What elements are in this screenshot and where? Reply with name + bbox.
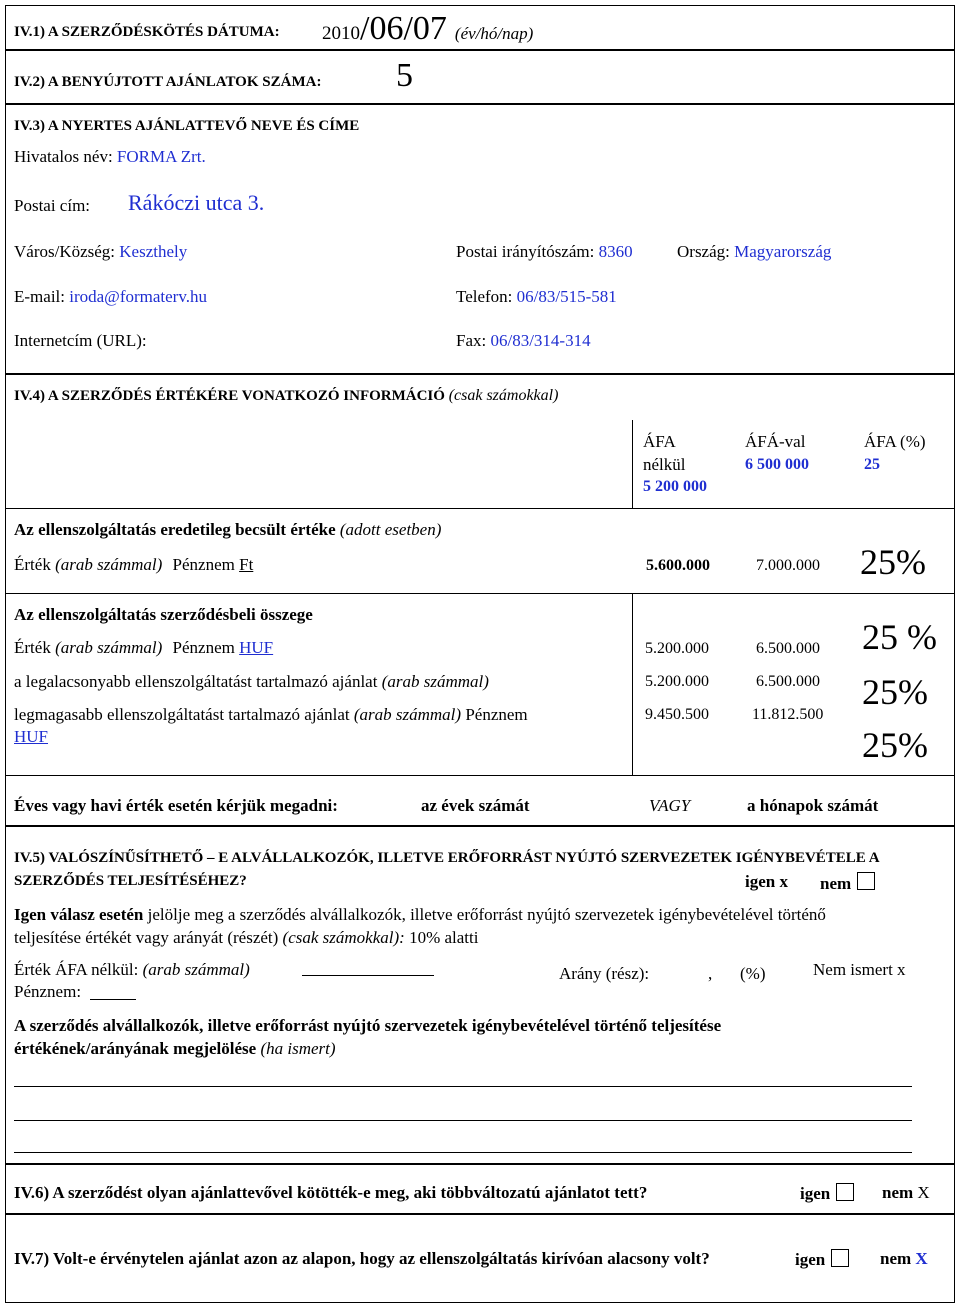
period-months: a hónapok számát [747,796,879,815]
contract-vat-incl: 6.500.000 [756,640,820,657]
low-price-yes: igen [795,1250,826,1269]
phone-value: 06/83/515-581 [516,287,617,306]
phone-row [456,287,617,307]
variant-offer-yes-row [800,1183,854,1204]
estimated-vat-pct: 25% [860,542,926,582]
period-years: az évek számát [421,796,530,815]
col-vat-incl-value: 6 500 000 [745,456,809,473]
subcontractor-p2-line1: A szerződés alvállalkozók, illetve erőforrást nyújtó szervezetek igénybevételével történő teljesítése [14,1016,722,1035]
country-row [677,242,831,262]
contract-currency-label: Pénznem [172,638,235,657]
fax-row [456,331,591,351]
contract-currency-value: HUF [239,638,274,657]
subcontractor-p1-rest: jelölje meg a szerződés alvállalkozók, illetve erőforrást nyújtó szervezetek igénybevételével történő [147,905,826,924]
estimated-currency-label: Pénznem [172,555,235,574]
subcontractor-no-row [820,872,875,894]
estimated-arab-note: (arab számmal) [55,555,163,574]
estimated-note: (adott esetben) [339,520,442,539]
subcontractor-title-a: IV.5) VALÓSZÍNŰSÍTHETŐ – E ALVÁLLALKOZÓK, ILLETVE ERŐFORRÁST NYÚJTÓ SZERVEZETEK IGÉNYBEVÉTELE A [14,850,880,866]
low-price-no: nem [880,1249,912,1268]
official-name-value: FORMA Zrt. [116,147,206,166]
subcontractor-yes: igen x [745,872,788,891]
contract-date-year: 2010 [322,23,360,44]
subcontractor-p2-line2 [14,1039,336,1059]
subcontractor-ratio-unit: (%) [740,964,766,983]
contract-date-value [322,10,533,48]
variant-offer-question: IV.6) A szerződést olyan ajánlattevővel kötötték-e meg, aki többváltozatú ajánlatot tett? [14,1183,648,1202]
offers-count-label: IV.2) A BENYÚJTOTT AJÁNLATOK SZÁMA: [14,74,322,90]
col-vat-excl-a: ÁFA [643,432,676,451]
subcontractor-value-note: (arab számmal) [142,960,250,979]
col-vat-excl-value: 5 200 000 [643,478,707,495]
lowest-vat-excl: 5.200.000 [645,673,709,690]
estimated-title-text: Az ellenszolgáltatás eredetileg becsült értéke [14,520,336,539]
contract-date-label: IV.1) A SZERZŐDÉSKÖTÉS DÁTUMA: [14,24,280,40]
city-value: Keszthely [119,242,188,261]
variant-offer-no: nem [882,1183,914,1202]
contract-value-label: Érték [14,638,51,657]
subcontractor-title-b: SZERZŐDÉS TELJESÍTÉSÉHEZ? [14,873,247,889]
city-row [14,242,187,262]
highest-currency-value: HUF [14,727,49,746]
iv4-rule-3 [5,775,955,776]
highest-offer-row [14,705,528,725]
lowest-vat-incl: 6.500.000 [756,673,820,690]
low-price-yes-row [795,1249,849,1270]
estimated-vat-incl: 7.000.000 [756,557,820,574]
iv4-rule-1 [5,508,955,509]
low-price-no-row [880,1249,928,1269]
subcontractor-p1-line1 [14,905,826,925]
offers-count-value: 5 [396,57,413,94]
section-iv4-box [5,373,955,827]
iv4-header-divider [632,420,633,508]
col-vat-pct: ÁFA (%) [864,432,926,451]
official-name-row [14,147,206,167]
variant-offer-no-mark: X [917,1183,930,1202]
fax-label: Fax: [456,331,487,350]
subcontractor-ratio-sep: , [708,964,713,983]
subcontractor-p1-line2i: (csak számokkal): [282,928,405,947]
estimated-value-label: Érték [14,555,51,574]
postal-value: Rákóczi utca 3. [128,190,265,215]
contract-amount-row [14,638,273,658]
period-label: Éves vagy havi érték esetén kérjük megadni: [14,796,338,815]
estimated-currency-value: Ft [239,555,254,574]
variant-offer-yes: igen [800,1184,831,1203]
email-label: E-mail: [14,287,65,306]
estimated-vat-excl: 5.600.000 [646,557,710,574]
contract-amount-title: Az ellenszolgáltatás szerződésbeli összege [14,605,313,624]
value-info-title [14,387,558,405]
city-label: Város/Község: [14,242,116,261]
subcontractor-no: nem [820,874,852,893]
email-value[interactable]: iroda@formaterv.hu [69,287,207,306]
estimated-row [14,555,253,575]
low-price-yes-checkbox[interactable] [831,1249,849,1267]
subcontractor-blank-line-3[interactable] [14,1152,912,1153]
highest-currency-label: Pénznem [465,705,528,724]
country-value: Magyarország [734,242,832,261]
highest-offer-label: legmagasabb ellenszolgáltatást tartalmazó ajánlat [14,705,350,724]
country-label: Ország: [677,242,730,261]
highest-vat-excl: 9.450.500 [645,706,709,723]
highest-vat-incl: 11.812.500 [752,706,824,723]
subcontractor-p1-line2 [14,928,478,948]
period-or: VAGY [649,796,691,815]
subcontractor-blank-line-1[interactable] [14,1086,912,1087]
subcontractor-unknown: Nem ismert x [813,960,906,979]
low-price-question: IV.7) Volt-e érvénytelen ajánlat azon az alapon, hogy az ellenszolgáltatás kirívóan alacsony volt? [14,1249,710,1268]
highest-offer-note: (arab számmal) [353,705,462,724]
winner-title: IV.3) A NYERTES AJÁNLATTEVŐ NEVE ÉS CÍME [14,118,360,134]
zip-value: 8360 [598,242,633,261]
estimated-title [14,520,441,540]
variant-offer-yes-checkbox[interactable] [836,1183,854,1201]
lowest-vat-pct: 25% [862,672,928,712]
value-info-note: (csak számokkal) [448,387,559,404]
contract-date-rest: /06/07 [360,10,447,47]
subcontractor-p2-bold: értékének/arányának megjelölése [14,1039,257,1058]
postal-label: Postai cím: [14,196,91,215]
url-label: Internetcím (URL): [14,331,147,350]
subcontractor-no-checkbox[interactable] [857,872,875,890]
contract-vat-pct: 25 % [862,617,937,657]
fax-value: 06/83/314-314 [490,331,591,350]
variant-offer-no-row [882,1183,930,1203]
contract-date-note: (év/hó/nap) [454,24,534,43]
col-vat-incl: ÁFÁ-val [745,432,806,451]
highest-vat-pct: 25% [862,725,928,765]
contract-arab-note: (arab számmal) [55,638,163,657]
subcontractor-value-blank[interactable] [302,975,434,976]
subcontractor-p2-note: (ha ismert) [260,1039,336,1058]
col-vat-excl-b: nélkül [643,455,686,474]
subcontractor-p1-line2b: 10% alatti [409,928,479,947]
subcontractor-p1-bold: Igen válasz esetén [14,905,144,924]
subcontractor-blank-line-2[interactable] [14,1120,912,1121]
official-name-label: Hivatalos név: [14,147,113,166]
lowest-offer-label: a legalacsonyabb ellenszolgáltatást tartalmazó ajánlat [14,672,378,691]
phone-label: Telefon: [456,287,513,306]
subcontractor-value-label: Érték ÁFA nélkül: [14,960,139,979]
iv4-rule-2 [5,593,955,594]
col-vat-pct-value: 25 [864,456,880,473]
subcontractor-p1-line2a: teljesítése értékét vagy arányát (részét) [14,928,279,947]
subcontractor-currency-label: Pénznem: [14,982,82,1001]
email-row [14,287,207,307]
value-info-label: IV.4) A SZERZŐDÉS ÉRTÉKÉRE VONATKOZÓ INFORMÁCIÓ [14,388,445,404]
zip-label: Postai irányítószám: [456,242,595,261]
contract-vat-excl: 5.200.000 [645,640,709,657]
lowest-offer-row [14,672,489,692]
iv4-divider-2 [632,593,633,775]
subcontractor-currency-blank[interactable] [90,999,136,1000]
subcontractor-value-row [14,960,250,980]
zip-row [456,242,633,262]
lowest-offer-note: (arab számmal) [381,672,489,691]
low-price-no-mark: X [915,1249,928,1268]
subcontractor-ratio-label: Arány (rész): [559,964,650,983]
